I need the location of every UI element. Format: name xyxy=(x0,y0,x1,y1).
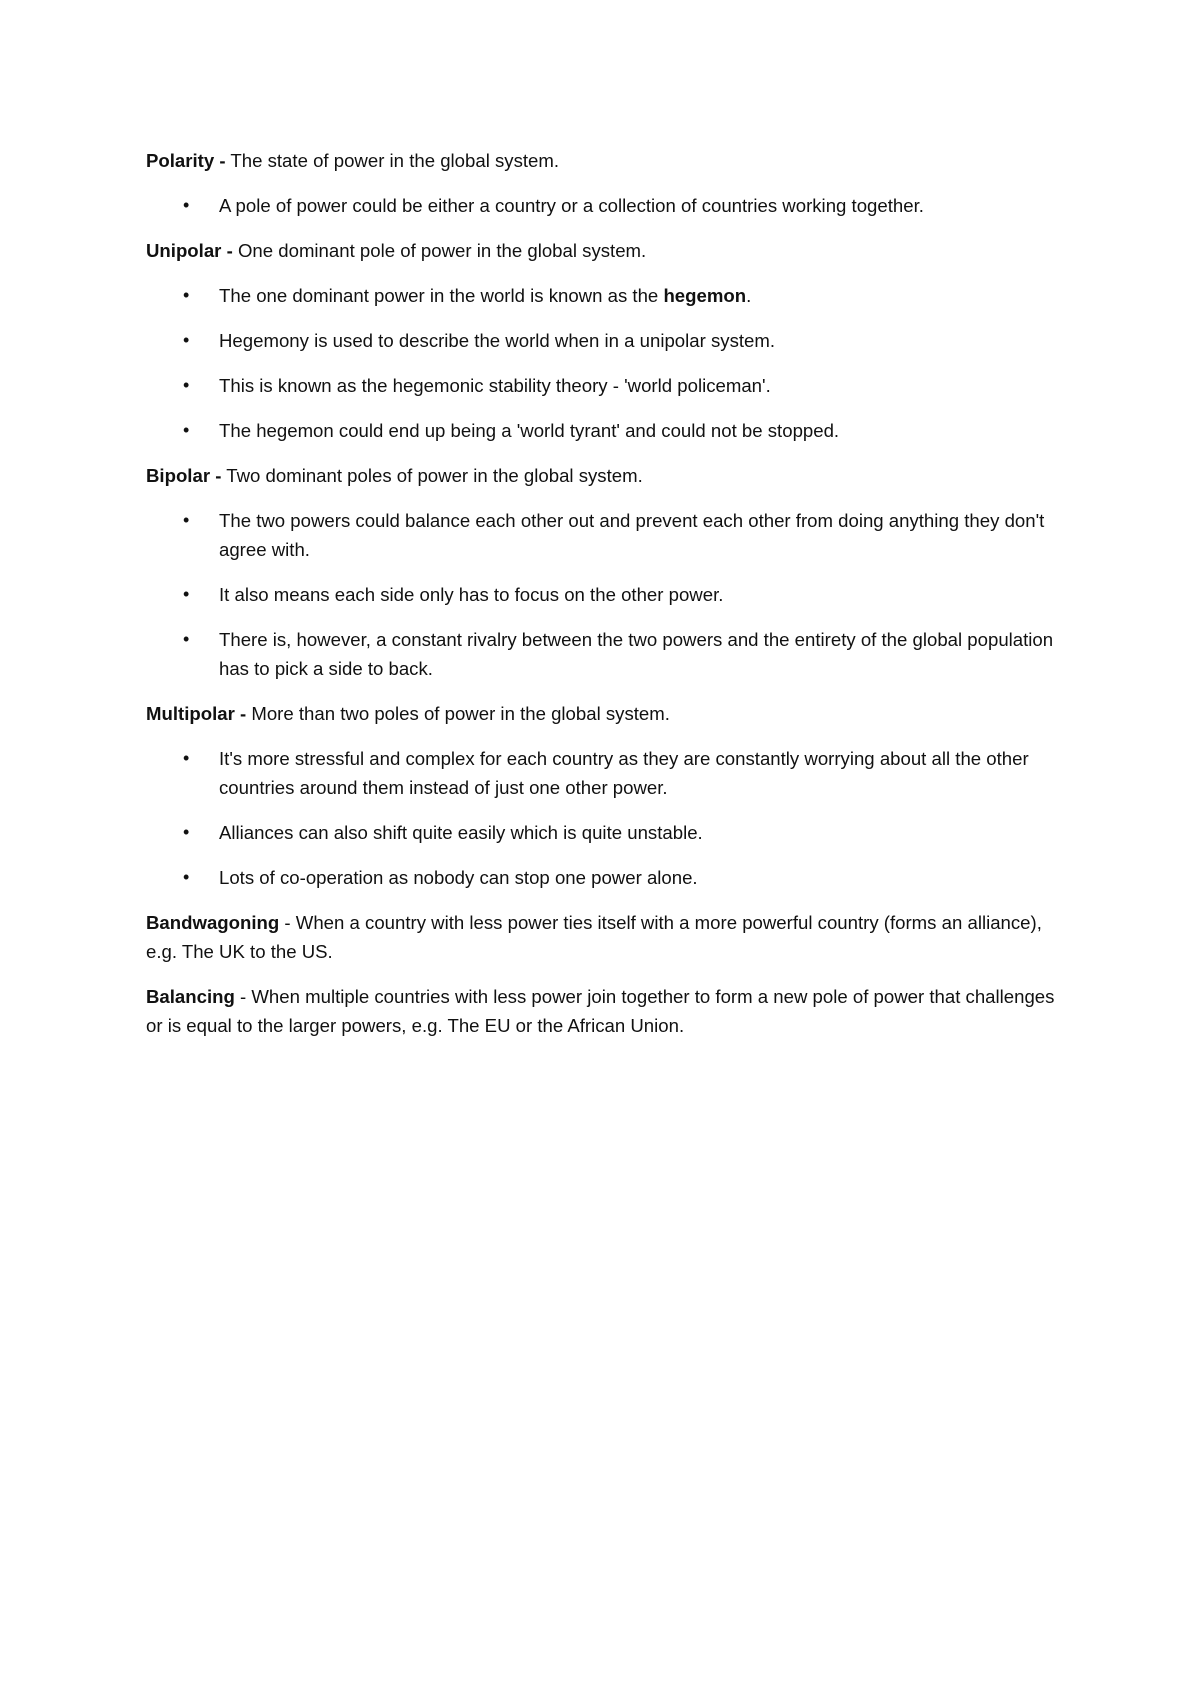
list-item: • A pole of power could be either a country or a collection of countries working together. xyxy=(146,191,1066,220)
bullet-icon: • xyxy=(183,822,190,842)
bandwagoning-paragraph xyxy=(146,908,1066,966)
bullet-icon: • xyxy=(183,375,190,395)
balancing-term: Balancing xyxy=(146,986,235,1007)
bullet-icon: • xyxy=(183,420,190,440)
polarity-term: Polarity - xyxy=(146,150,226,171)
unipolar-term: Unipolar - xyxy=(146,240,233,261)
document-page xyxy=(146,146,1066,1056)
bipolar-bullet-list xyxy=(146,506,1066,683)
balancing-paragraph xyxy=(146,982,1066,1040)
polarity-paragraph xyxy=(146,146,1066,175)
list-item: • It's more stressful and complex for each country as they are constantly worrying about all the other countries around them instead of just one other power. xyxy=(146,744,1066,802)
unipolar-paragraph xyxy=(146,236,1066,265)
list-item: • The two powers could balance each other out and prevent each other from doing anything they don't agree with. xyxy=(146,506,1066,564)
multipolar-term: Multipolar - xyxy=(146,703,247,724)
multipolar-bullet-list xyxy=(146,744,1066,892)
bullet-icon: • xyxy=(183,867,190,887)
bandwagoning-term: Bandwagoning xyxy=(146,912,280,933)
bullet-icon: • xyxy=(183,510,190,530)
bipolar-definition: Two dominant poles of power in the global system. xyxy=(221,465,643,486)
hegemon-term: hegemon xyxy=(663,285,747,306)
bullet-icon: • xyxy=(183,584,190,604)
balancing-definition: - When multiple countries with less power join together to form a new pole of power that challenges or is equal to the larger powers, e.g. The EU or the African Union. xyxy=(146,986,1055,1036)
list-item: • Hegemony is used to describe the world when in a unipolar system. xyxy=(146,326,1066,355)
bipolar-paragraph xyxy=(146,461,1066,490)
unipolar-bullet-list xyxy=(146,281,1066,445)
unipolar-definition: One dominant pole of power in the global system. xyxy=(232,240,647,261)
list-item: • There is, however, a constant rivalry between the two powers and the entirety of the global population has to pick a side to back. xyxy=(146,625,1066,683)
list-item: • It also means each side only has to focus on the other power. xyxy=(146,580,1066,609)
bullet-icon: • xyxy=(183,330,190,350)
bipolar-term: Bipolar - xyxy=(146,465,222,486)
bullet-icon: • xyxy=(183,285,190,305)
bullet-icon: • xyxy=(183,748,190,768)
polarity-definition: The state of power in the global system. xyxy=(225,150,560,171)
list-item: • The hegemon could end up being a 'world tyrant' and could not be stopped. xyxy=(146,416,1066,445)
list-item: • Alliances can also shift quite easily which is quite unstable. xyxy=(146,818,1066,847)
multipolar-definition: More than two poles of power in the global system. xyxy=(246,703,670,724)
bullet-icon: • xyxy=(183,195,190,215)
list-item: • The one dominant power in the world is known as the hegemon. xyxy=(146,281,1066,310)
multipolar-paragraph xyxy=(146,699,1066,728)
bandwagoning-definition: - When a country with less power ties itself with a more powerful country (forms an alliance), e.g. The UK to the US. xyxy=(146,912,1042,962)
list-item: • Lots of co-operation as nobody can stop one power alone. xyxy=(146,863,1066,892)
polarity-bullet-list xyxy=(146,191,1066,220)
bullet-icon: • xyxy=(183,629,190,649)
list-item: • This is known as the hegemonic stability theory - 'world policeman'. xyxy=(146,371,1066,400)
